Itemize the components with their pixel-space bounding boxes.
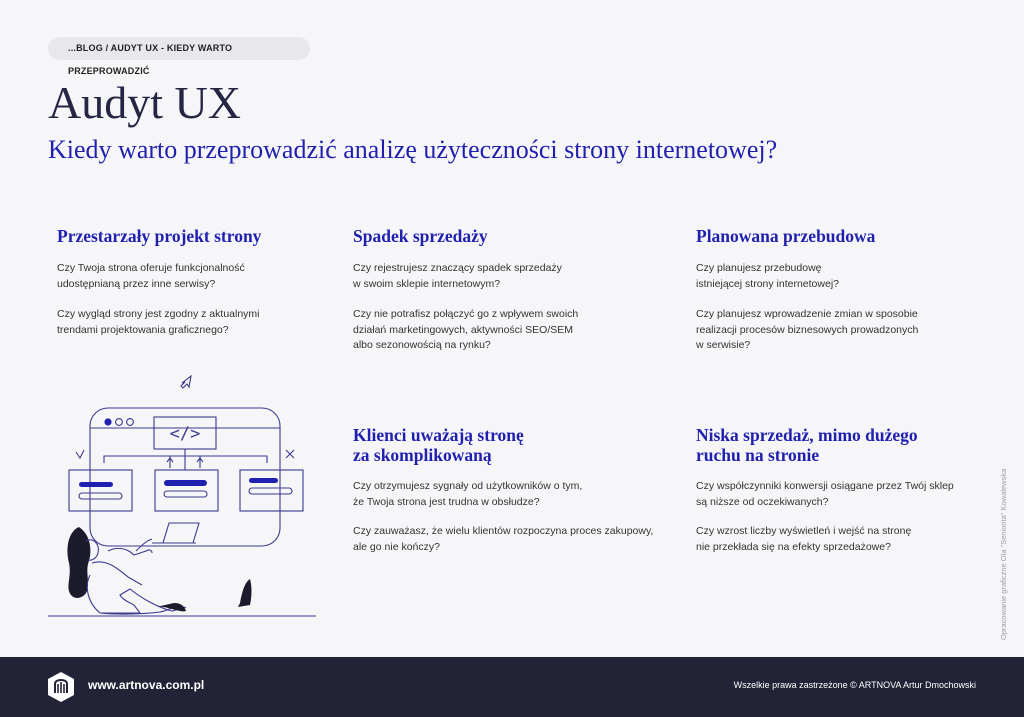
credit-note: Opracowanie graficzne Ola "Seniorita" Kowalewska (999, 468, 1008, 640)
breadcrumb[interactable]: ...BLOG / AUDYT UX - KIEDY WARTO PRZEPROWADZIĆ (48, 37, 310, 60)
section-paragraph: Czy rejestrujesz znaczący spadek sprzedaży w swoim sklepie internetowym? (353, 262, 562, 290)
section-paragraph: Czy współczynniki konwersji osiągane przez Twój sklep są niższe od oczekiwanych? (696, 480, 954, 508)
artnova-logo-icon[interactable] (47, 672, 75, 702)
section-sales-drop (353, 226, 578, 354)
section-paragraph: Czy wzrost liczby wyświetleń i wejść na stronę nie przekłada się na efekty sprzedażowe? (696, 525, 912, 553)
section-paragraph: Czy otrzymujesz sygnały od użytkowników o tym, że Twoja strona jest trudna w obsłudze? (353, 480, 583, 508)
content-card (69, 470, 132, 511)
section-heading: Przestarzały projekt strony (57, 226, 262, 246)
section-paragraph: Czy zauważasz, że wielu klientów rozpoczyna proces zakupowy, ale go nie kończy? (353, 525, 654, 553)
footer (0, 657, 1024, 717)
section-heading: Spadek sprzedaży (353, 226, 488, 246)
copyright-text: Wszelkie prawa zastrzeżone © ARTNOVA Artur Dmochowski (733, 680, 976, 690)
section-heading: Niska sprzedaż, mimo dużego ruchu na stronie (696, 425, 918, 465)
section-paragraph: Czy Twoja strona oferuje funkcjonalność udostępnianą przez inne serwisy? (57, 262, 245, 290)
page-title: Audyt UX (48, 77, 241, 128)
code-icon: </> (169, 424, 201, 444)
section-paragraph: Czy nie potrafisz połączyć go z wpływem swoich działań marketingowych, aktywności SEO/SEM albo sezonowością na rynku? (353, 308, 579, 351)
window-dot (104, 418, 111, 425)
section-heading: Klienci uważają stronę za skomplikowaną (353, 425, 524, 465)
section-paragraph: Czy planujesz przebudowę istniejącej strony internetowej? (696, 262, 839, 290)
window-dot (127, 419, 134, 426)
window-dot (116, 419, 123, 426)
section-heading: Planowana przebudowa (696, 226, 876, 246)
cursor-icon (181, 376, 191, 388)
section-planned-rebuild (696, 226, 918, 354)
section-complicated-site (353, 425, 653, 555)
section-low-sales-high-traffic (696, 425, 954, 555)
page-subtitle: Kiedy warto przeprowadzić analizę użyteczności strony internetowej? (48, 135, 778, 164)
section-outdated-design (57, 226, 261, 338)
website-link[interactable]: www.artnova.com.pl (88, 678, 205, 692)
laptop-icon (152, 523, 199, 543)
section-paragraph: Czy planujesz wprowadzenie zmian w sposobie realizacji procesów biznesowych prowadzonych w serwisie? (696, 308, 919, 351)
ux-illustration (44, 375, 324, 620)
section-paragraph: Czy wygląd strony jest zgodny z aktualnymi trendami projektowania graficznego? (57, 308, 260, 336)
